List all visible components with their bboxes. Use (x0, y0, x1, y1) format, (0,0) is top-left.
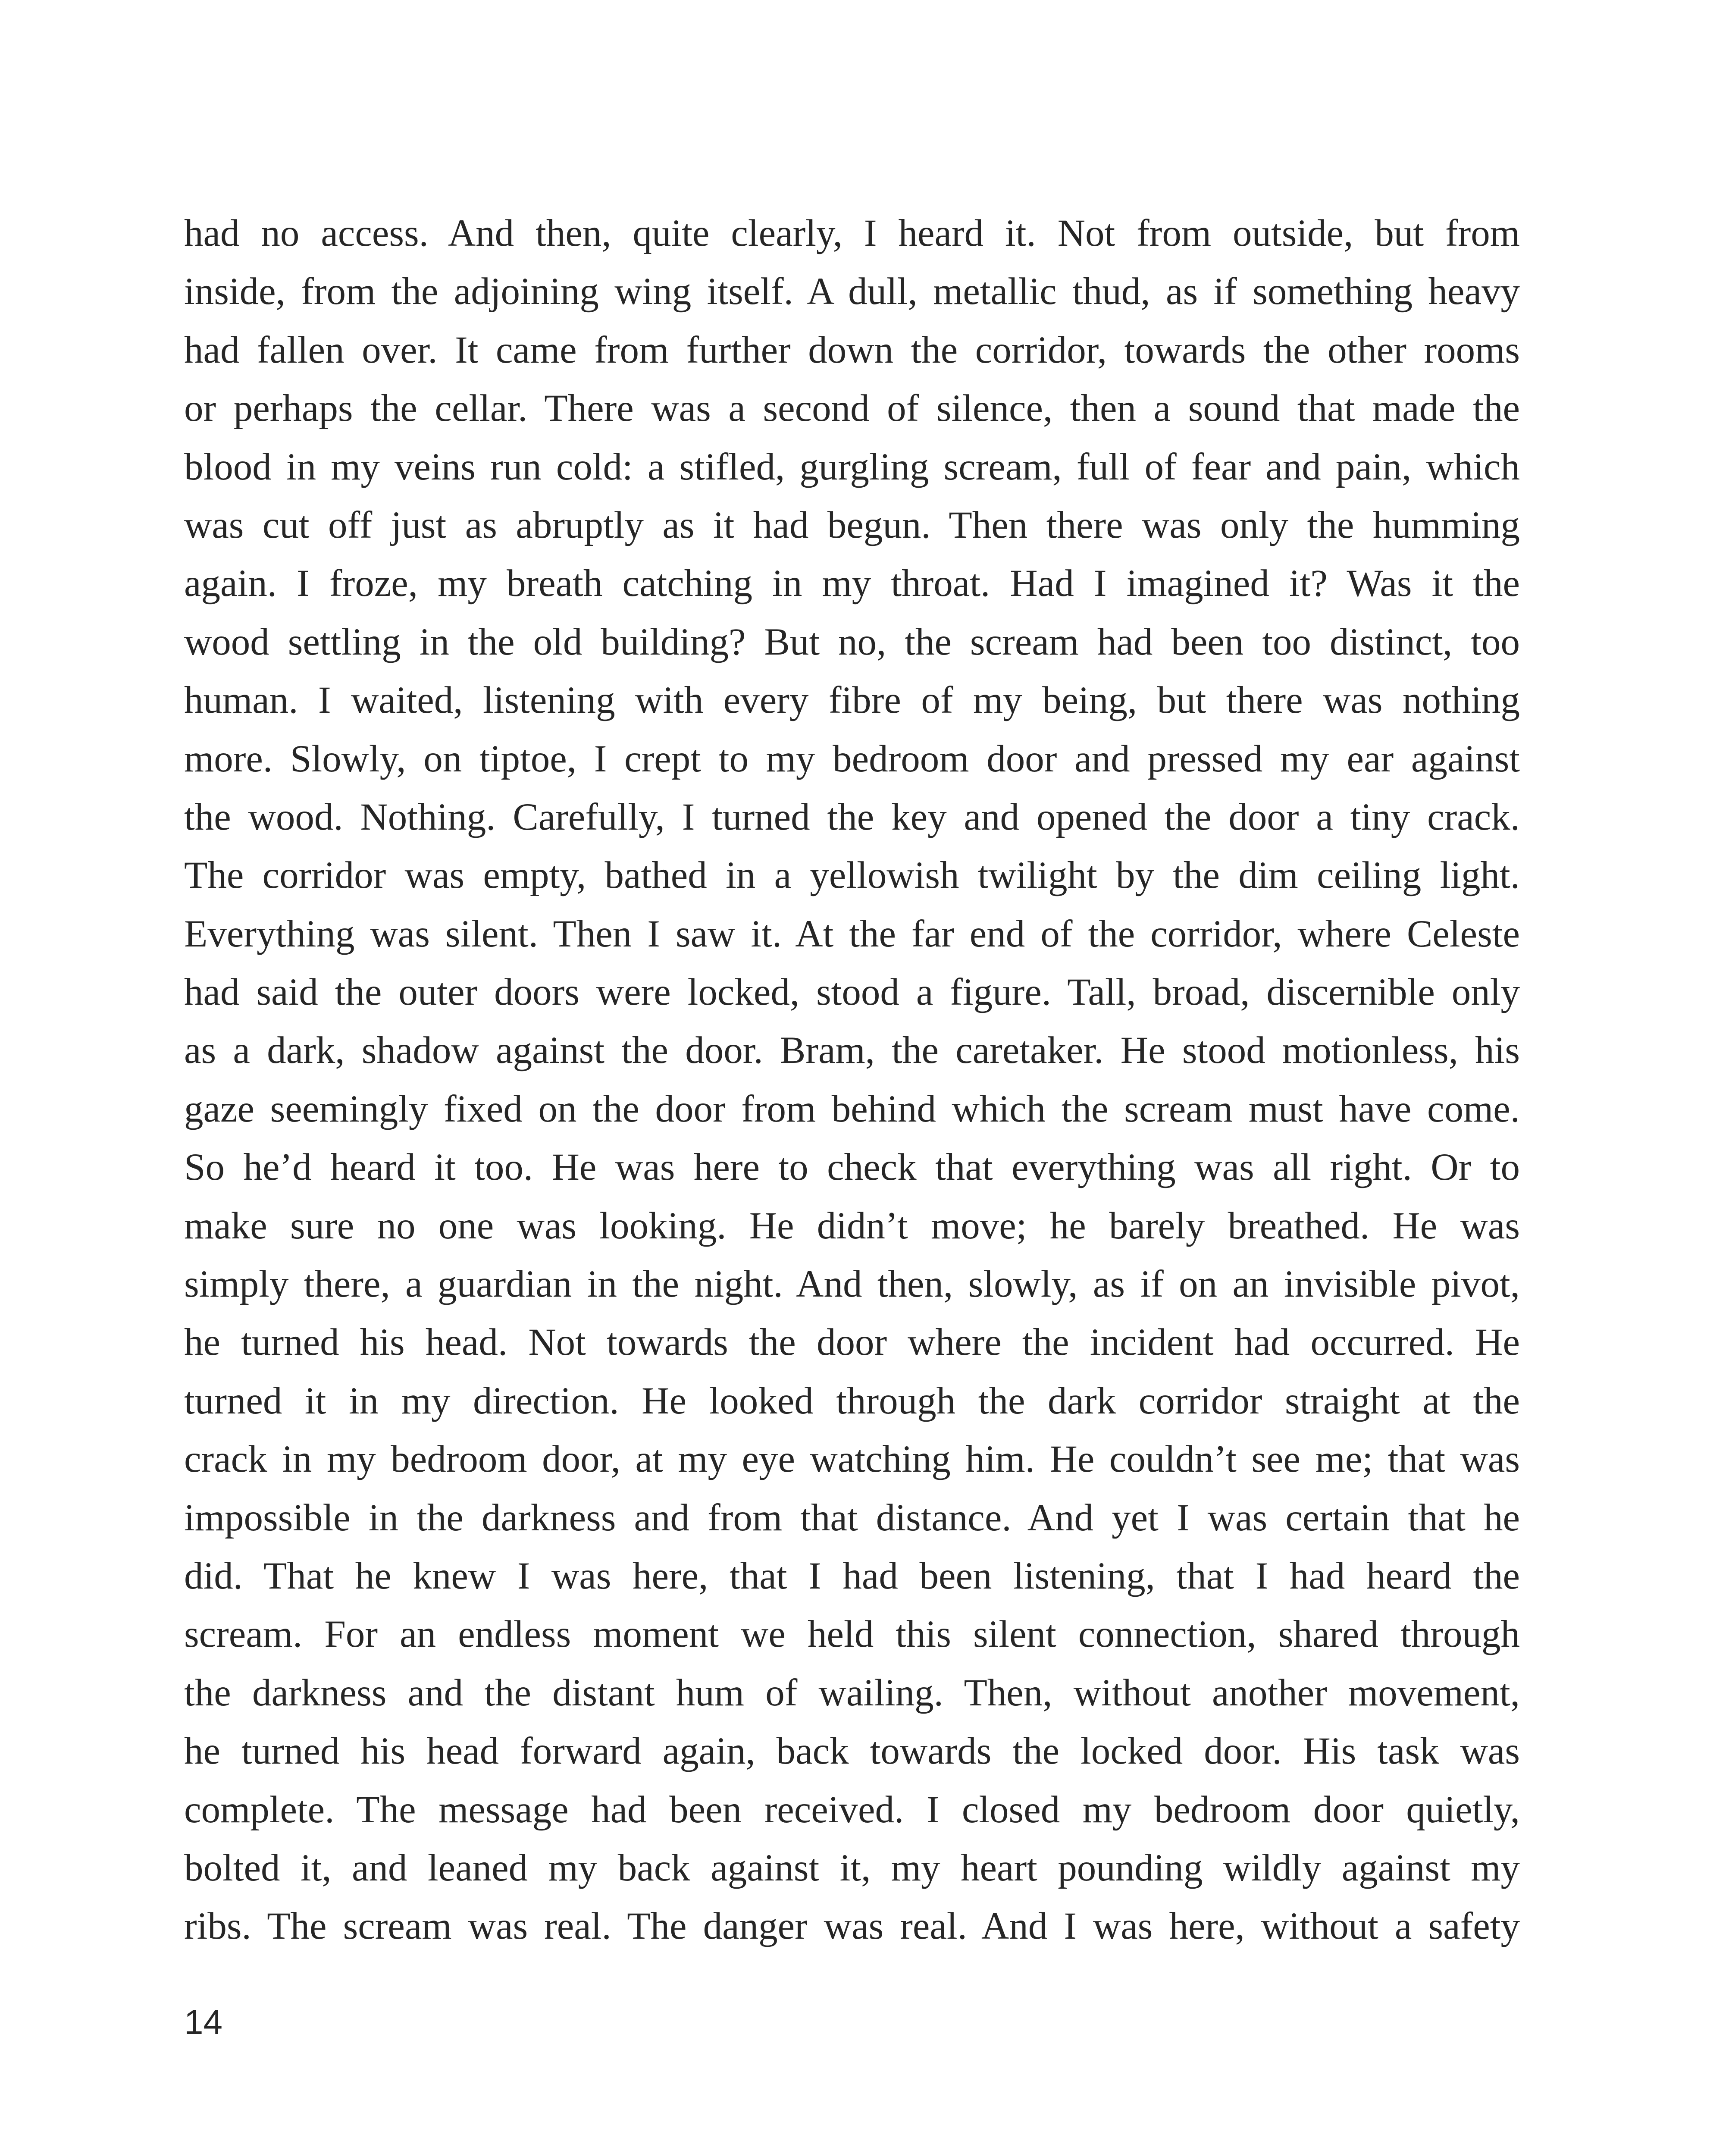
text-line: make sure no one was looking. He didn’t move; he barely breathed. He was (184, 1204, 1520, 1247)
text-line: as a dark, shadow against the door. Bram, the caretaker. He stood motionless, his (184, 1029, 1520, 1072)
text-line: had no access. And then, quite clearly, I heard it. Not from outside, but from (184, 212, 1520, 254)
text-line: was cut off just as abruptly as it had begun. Then there was only the humming (184, 504, 1520, 546)
text-line: bolted it, and leaned my back against it, my heart pounding wildly against my (184, 1846, 1520, 1889)
text-line: impossible in the darkness and from that distance. And yet I was certain that he (184, 1496, 1520, 1539)
text-line: the wood. Nothing. Carefully, I turned the key and opened the door a tiny crack. (184, 796, 1520, 838)
text-line: complete. The message had been received. I closed my bedroom door quietly, (184, 1788, 1520, 1831)
text-line: did. That he knew I was here, that I had been listening, that I had heard the (184, 1554, 1520, 1597)
text-line: or perhaps the cellar. There was a second of silence, then a sound that made the (184, 387, 1520, 430)
text-line: Everything was silent. Then I saw it. At the far end of the corridor, where Celeste (184, 912, 1520, 955)
text-line: gaze seemingly fixed on the door from behind which the scream must have come. (184, 1087, 1520, 1130)
page-number: 14 (184, 2003, 222, 2041)
body-text (184, 204, 1520, 1956)
text-line: had said the outer doors were locked, stood a figure. Tall, broad, discernible only (184, 971, 1520, 1014)
text-line: the darkness and the distant hum of wailing. Then, without another movement, (184, 1671, 1520, 1714)
text-line: more. Slowly, on tiptoe, I crept to my bedroom door and pressed my ear against (184, 737, 1520, 780)
text-line: simply there, a guardian in the night. And then, slowly, as if on an invisible pivot, (184, 1263, 1520, 1306)
text-line: inside, from the adjoining wing itself. A dull, metallic thud, as if something heavy (184, 270, 1520, 313)
text-line: again. I froze, my breath catching in my throat. Had I imagined it? Was it the (184, 562, 1520, 605)
text-line: So he’d heard it too. He was here to check that everything was all right. Or to (184, 1146, 1520, 1189)
text-line: scream. For an endless moment we held this silent connection, shared through (184, 1613, 1520, 1656)
text-line: turned it in my direction. He looked through the dark corridor straight at the (184, 1379, 1520, 1422)
text-line: The corridor was empty, bathed in a yellowish twilight by the dim ceiling light. (184, 854, 1520, 897)
text-line: had fallen over. It came from further down the corridor, towards the other rooms (184, 329, 1520, 371)
text-line: he turned his head forward again, back towards the locked door. His task was (184, 1730, 1520, 1773)
text-line: human. I waited, listening with every fibre of my being, but there was nothing (184, 679, 1520, 722)
text-line: wood settling in the old building? But no, the scream had been too distinct, too (184, 620, 1520, 663)
text-line: blood in my veins run cold: a stifled, gurgling scream, full of fear and pain, which (184, 445, 1520, 488)
text-line: ribs. The scream was real. The danger was real. And I was here, without a safety (184, 1905, 1520, 1948)
text-line: he turned his head. Not towards the door where the incident had occurred. He (184, 1321, 1520, 1364)
text-line: crack in my bedroom door, at my eye watching him. He couldn’t see me; that was (184, 1438, 1520, 1481)
